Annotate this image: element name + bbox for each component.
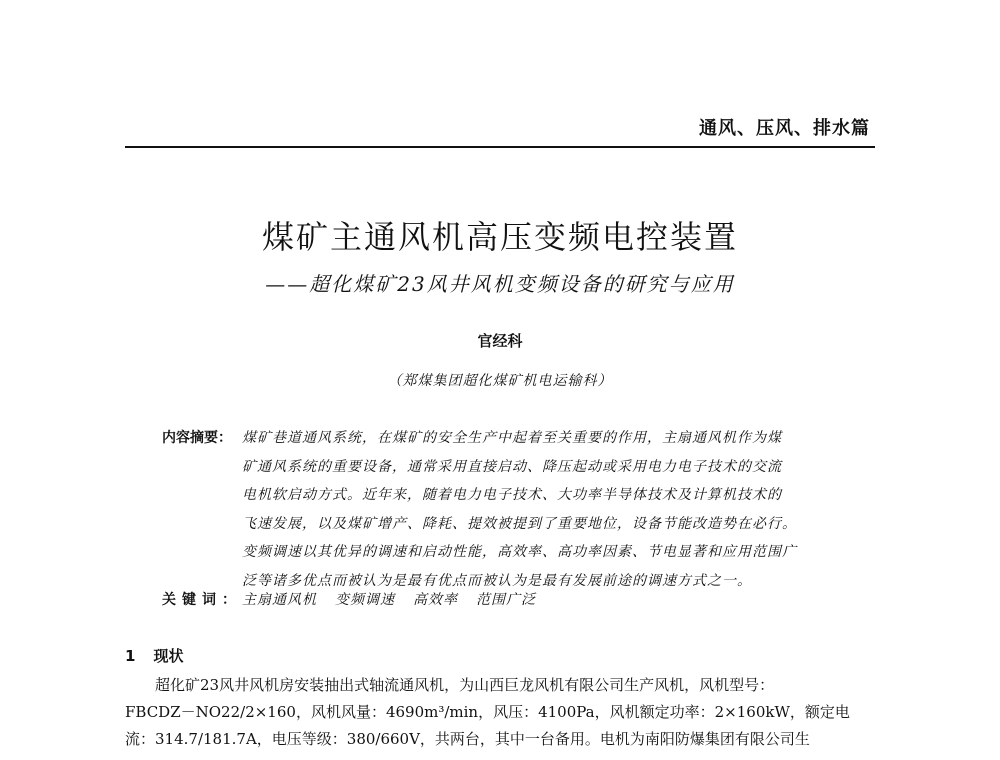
header-rule xyxy=(125,146,875,148)
keyword: 主扇通风机 xyxy=(242,592,317,608)
section-body xyxy=(125,672,885,753)
author-affiliation: （郑煤集团超化煤矿机电运输科） xyxy=(387,373,613,389)
abstract-line: 电机软启动方式。近年来，随着电力电子技术、大功率半导体技术及计算机技术的 xyxy=(242,487,782,503)
body-line: FBCDZ－NO22/2×160，风机风量：4690m³/min，风压：4100Pa，风机额定功率：2×160kW，额定电 xyxy=(125,703,850,721)
keyword: 高效率 xyxy=(413,592,458,608)
section-heading xyxy=(125,645,183,666)
running-header-section: 通风、压风、排水篇 xyxy=(699,118,870,139)
abstract-line: 变频调速以其优异的调速和启动性能，高效率、高功率因素、节电显著和应用范围广 xyxy=(242,544,797,560)
keywords-label: 关键词： xyxy=(162,592,242,608)
article-title: 煤矿主通风机高压变频电控装置 xyxy=(261,218,738,256)
abstract-line: 矿通风系统的重要设备，通常采用直接启动、降压起动或采用电力电子技术的交流 xyxy=(242,458,782,475)
keyword: 范围广泛 xyxy=(476,592,536,608)
section-number: 1 xyxy=(125,647,136,665)
author-name: 官经科 xyxy=(477,332,523,350)
abstract-line: 煤矿巷道通风系统，在煤矿的安全生产中起着至关重要的作用，主扇通风机作为煤 xyxy=(242,430,782,446)
body-line: 超化矿23风井风机房安装抽出式轴流通风机，为山西巨龙风机有限公司生产风机，风机型号： xyxy=(155,676,775,694)
article-subtitle: ——超化煤矿23风井风机变频设备的研究与应用 xyxy=(265,272,735,296)
body-line: 流：314.7/181.7A，电压等级：380/660V，共两台，其中一台备用。电机为南阳防爆集团有限公司生 xyxy=(125,730,810,748)
abstract-line: 泛等诸多优点而被认为是最有优点而被认为是最有发展前途的调速方式之一。 xyxy=(242,572,752,589)
keyword: 变频调速 xyxy=(335,592,395,608)
abstract-label: 内容摘要： xyxy=(162,430,232,446)
abstract-text xyxy=(242,424,877,595)
section-title: 现状 xyxy=(153,647,184,665)
abstract-line: 飞速发展，以及煤矿增产、降耗、提效被提到了重要地位，设备节能改造势在必行。 xyxy=(242,515,797,532)
abstract-block xyxy=(162,424,877,595)
keywords-block xyxy=(162,589,554,609)
